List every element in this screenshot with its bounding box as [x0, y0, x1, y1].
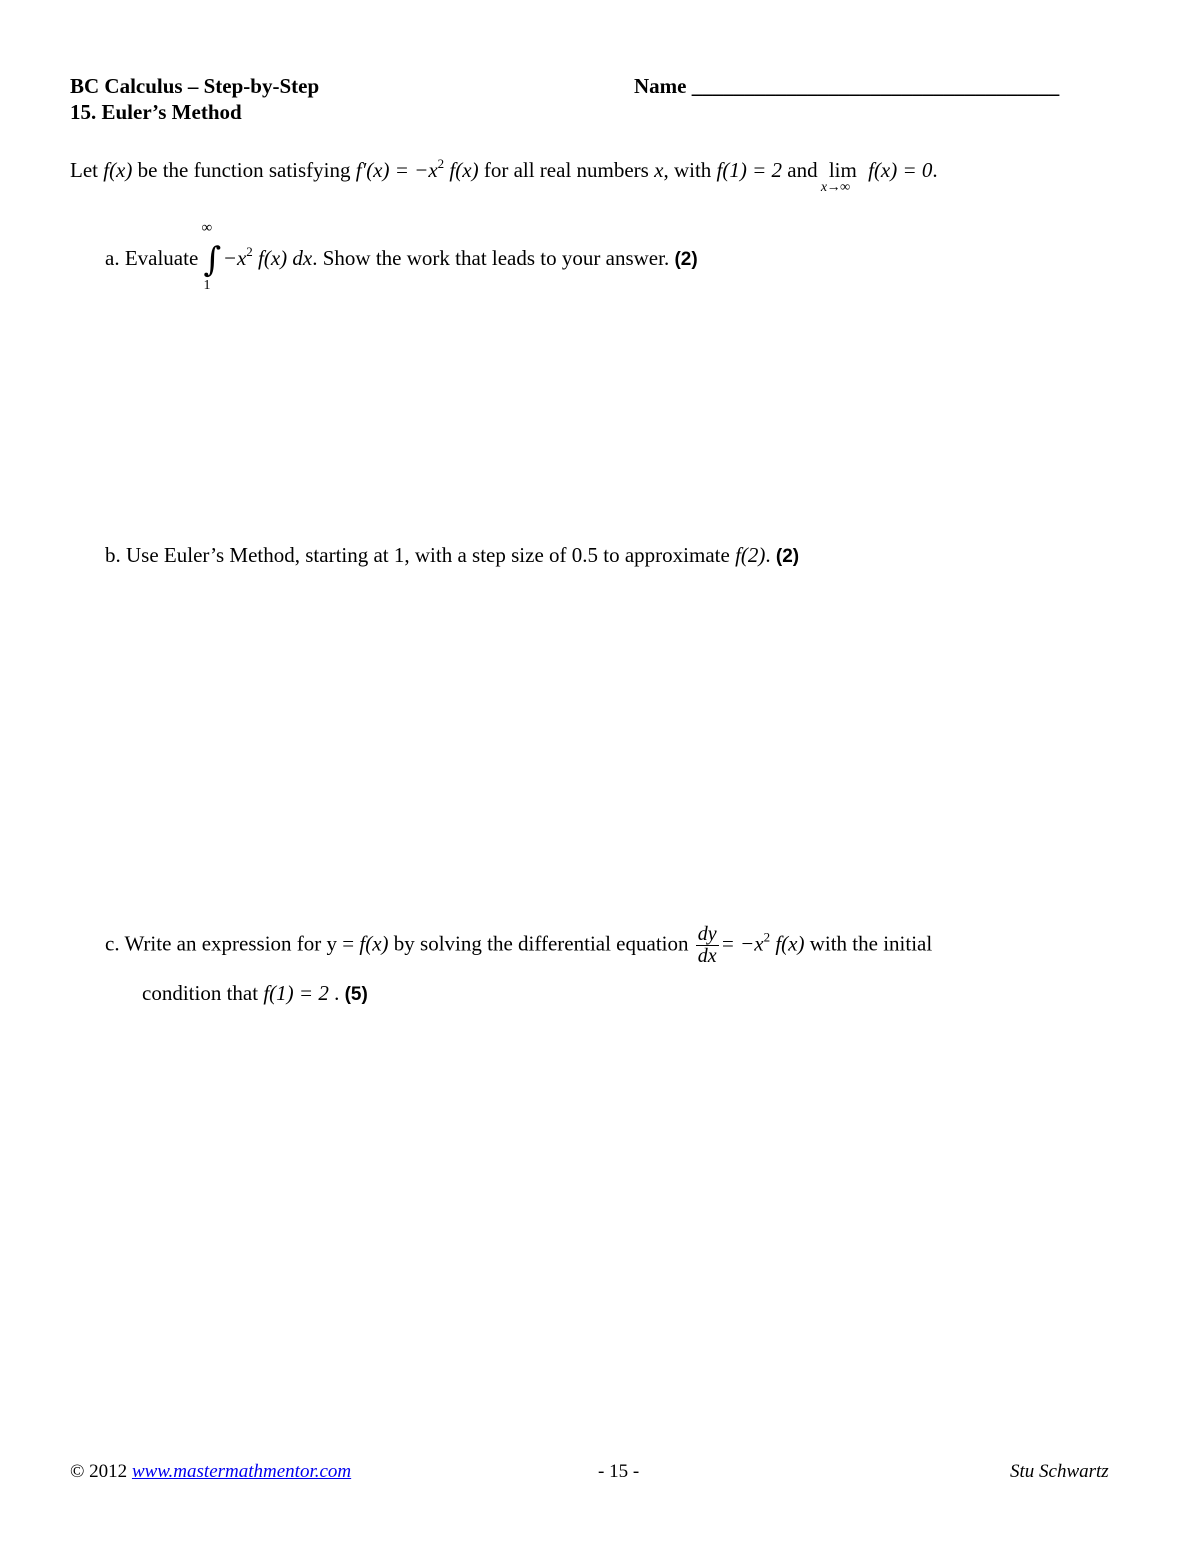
part-c-points: (5) [344, 984, 368, 1005]
lim-word: lim [828, 158, 857, 182]
intro-initial: f(1) = 2 [716, 158, 783, 182]
intro-text: be the function satisfying [137, 158, 356, 182]
intro-text: for all real numbers [483, 158, 655, 182]
author-name: Stu Schwartz [1010, 1461, 1109, 1482]
intro-fx2: f(x) [444, 158, 479, 182]
limit-expression [820, 158, 863, 195]
part-c-text: c. Write an expression for y = [105, 931, 360, 956]
part-b-points: (2) [775, 546, 800, 567]
problem-intro [70, 156, 938, 195]
part-c-fx: f(x) [359, 931, 389, 956]
part-a [105, 220, 698, 294]
intro-period: . [932, 158, 938, 182]
part-b [105, 543, 799, 568]
part-b-fx: f(2) [735, 543, 766, 567]
part-a-points: (2) [674, 249, 698, 270]
intro-exponent: 2 [437, 156, 445, 171]
integral-sign [201, 220, 222, 294]
part-a-label: a. Evaluate [105, 246, 204, 270]
part-c-text3: with the initial [804, 931, 933, 956]
integral-lower-bound: 1 [203, 278, 211, 294]
part-c-exponent: 2 [763, 929, 771, 945]
integrand-exponent: 2 [246, 244, 253, 259]
course-title: BC Calculus – Step-by-Step [70, 74, 320, 98]
part-c-fx2: f(x) [770, 931, 805, 956]
intro-fx: f(x) [103, 158, 133, 182]
fraction-numerator: dy [697, 923, 717, 945]
derivative-fraction [696, 924, 719, 967]
page-number: - 15 - [598, 1461, 640, 1482]
part-c-end: . [328, 981, 345, 1005]
name-field-label: Name ___________________________________ [634, 74, 1060, 98]
intro-x: x [654, 158, 664, 182]
part-c [105, 924, 932, 967]
integrand: −x [222, 246, 247, 270]
intro-derivative: f′(x) = −x [355, 158, 438, 182]
footer-copyright [70, 1461, 351, 1483]
part-c-rhs: = −x [720, 931, 764, 956]
integrand-rest: f(x) dx [252, 246, 313, 270]
copyright-text: © 2012 [70, 1461, 132, 1482]
intro-limit-value: f(x) = 0 [862, 158, 933, 182]
part-c-line2 [142, 981, 368, 1006]
part-c-initial: f(1) = 2 [263, 981, 329, 1005]
lim-subscript: x→∞ [820, 180, 850, 195]
part-a-text: . Show the work that leads to your answer. [312, 246, 675, 270]
part-c-text2: by solving the differential equation [388, 931, 694, 956]
intro-text: , with [663, 158, 717, 182]
integral-upper-bound: ∞ [201, 220, 213, 237]
part-c-condition: condition that [142, 981, 264, 1005]
part-b-text: b. Use Euler’s Method, starting at 1, with a step size of 0.5 to approximate [105, 543, 736, 567]
fraction-denominator: dx [697, 945, 717, 967]
integral-symbol: ∫ [203, 240, 222, 281]
intro-and: and [787, 158, 823, 182]
intro-text: Let [70, 158, 104, 182]
lesson-title: 15. Euler’s Method [70, 100, 242, 124]
part-b-end: . [765, 543, 776, 567]
website-link[interactable]: www.mastermathmentor.com [131, 1461, 352, 1482]
